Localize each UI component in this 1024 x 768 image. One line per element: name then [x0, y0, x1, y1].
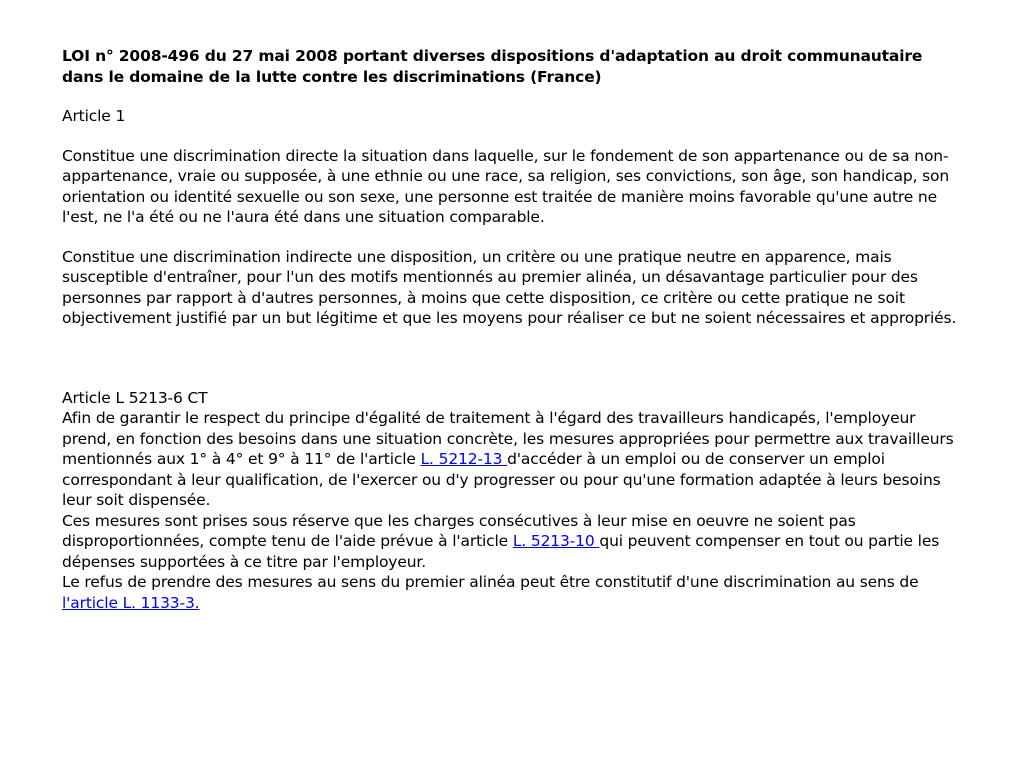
article-2-paragraph-2: [62, 511, 962, 573]
article-1-paragraph-2: Constitue une discrimination indirecte une disposition, un critère ou une pratique neutre en apparence, mais susceptible d'entraîner, pour l'un des motifs mentionnés au premier alinéa, un désavantage particulier pour des personnes par rapport à d'autres personnes, à moins que cette disposition, ce critère ou cette pratique ne soit objectivement justifié par un but légitime et que les moyens pour réaliser ce but ne soient nécessaires et appropriés.: [62, 247, 957, 327]
article-2-paragraph-1-text-before: Afin de garantir le respect du principe d'égalité de traitement à l'égard des travailleurs handicapés, l'employeur prend, en fonction des besoins dans une situation concrète, les mesures appropriées pour permettre aux travailleurs mentionnés aux 1° à 4° et 9° à 11° de l'article: [62, 409, 954, 468]
section-spacer: [62, 348, 962, 388]
link-article-l5212-13[interactable]: L. 5212-13: [420, 450, 508, 468]
document-title: LOI n° 2008-496 du 27 mai 2008 portant diverses dispositions d'adaptation au droit communautaire dans le domaine de la lutte contre les discriminations (France): [62, 47, 923, 86]
link-article-l1133-3[interactable]: l'article L. 1133-3.: [62, 593, 200, 612]
article-2-paragraph-1-text-after: d'accéder à un emploi ou de conserver un emploi correspondant à leur qualification, de l'exercer ou d'y progresser ou pour qu'une formation adaptée à leurs besoins leur soit dispensée.: [62, 450, 941, 509]
article-2-paragraph-3: [62, 572, 962, 613]
article-1-paragraph-1: Constitue une discrimination directe la situation dans laquelle, sur le fondement de son appartenance ou de sa non-appartenance, vraie ou supposée, à une ethnie ou une race, sa religion, ses convictions, son âge, son handicap, son orientation ou identité sexuelle ou son sexe, une personne est traitée de manière moins favorable qu'une autre ne l'est, ne l'a été ou ne l'aura été dans une situation comparable.: [62, 146, 950, 226]
slide-content: [62, 46, 962, 613]
article-2-paragraph-2-text-before: Ces mesures sont prises sous réserve que les charges consécutives à leur mise en oeuvre ne soient pas disproportionnées, compte tenu de l'aide prévue à l'article: [62, 511, 856, 550]
link-article-l5213-10[interactable]: L. 5213-10: [512, 532, 600, 550]
article-2-heading: Article L 5213-6 CT: [62, 388, 208, 407]
article-2-paragraph-2-text-after: qui peuvent compenser en tout ou partie les dépenses supportées à ce titre par l'employeur.: [62, 532, 940, 571]
article-2-paragraph-1: [62, 408, 962, 511]
article-1-heading: Article 1: [62, 107, 126, 125]
article-2-paragraph-3-text-before: Le refus de prendre des mesures au sens du premier alinéa peut être constitutif d'une discrimination au sens de: [62, 573, 919, 591]
